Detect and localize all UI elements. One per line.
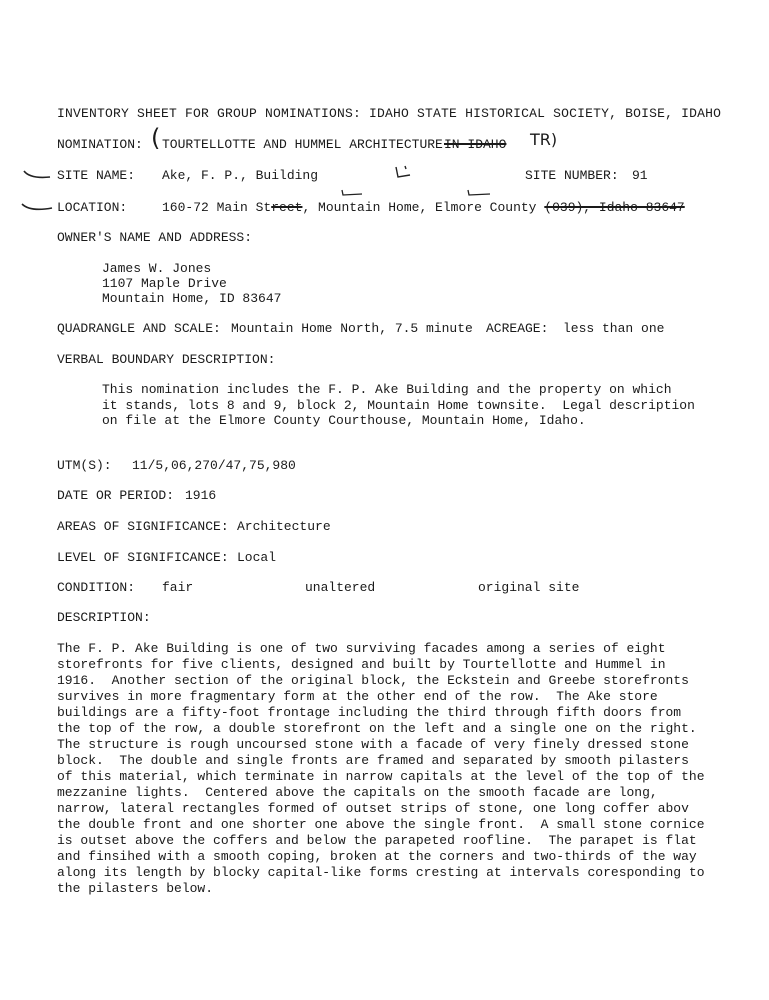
sheet-title: INVENTORY SHEET FOR GROUP NOMINATIONS: IDAHO STATE HISTORICAL SOCIETY, BOISE, IDAHO xyxy=(57,106,722,121)
location-struck-street: reet xyxy=(271,200,303,215)
level-value: Local xyxy=(237,550,277,565)
quadrangle-value: Mountain Home North, 7.5 minute xyxy=(231,321,473,336)
site-number-value: 91 xyxy=(632,168,648,183)
nomination-handwritten-note: TR) xyxy=(530,130,558,149)
location-street: 160-72 Main St xyxy=(162,200,272,215)
acreage-label: ACREAGE: xyxy=(486,321,549,336)
description-line: the top of the row, a double storefront on the left and a single one on the right. xyxy=(57,721,697,736)
description-line: block. The double and single fronts are framed and separated by smooth pilasters xyxy=(57,753,689,768)
nomination-struck-text: IN IDAHO xyxy=(444,137,507,152)
description-line: survives in more fragmentary form at the other end of the row. The Ake store xyxy=(57,689,658,704)
boundary-line: This nomination includes the F. P. Ake Building and the property on which xyxy=(102,382,672,397)
nomination-open-paren: ( xyxy=(151,124,161,152)
description-line: along its length by blocky capital-like forms cresting at intervals coresponding to xyxy=(57,865,705,880)
quadrangle-label: QUADRANGLE AND SCALE: xyxy=(57,321,221,336)
acreage-value: less than one xyxy=(563,321,665,336)
location-struck-tail: (039), Idaho 83647 xyxy=(544,200,685,215)
boundary-line: it stands, lots 8 and 9, block 2, Mountain Home townsite. Legal description xyxy=(102,398,695,413)
nomination-label: NOMINATION: xyxy=(57,137,143,152)
description-line: is outset above the coffers and below the parapeted roofline. The parapet is flat xyxy=(57,833,697,848)
site-name-value: Ake, F. P., Building xyxy=(162,168,319,183)
description-line: the pilasters below. xyxy=(57,881,214,896)
description-line: the double front and one shorter one above the single front. A small stone cornice xyxy=(57,817,705,832)
condition-value: original site xyxy=(478,580,580,595)
description-body xyxy=(57,641,705,897)
description-line: of this material, which terminate in narrow capitals at the level of the top of the xyxy=(57,769,705,784)
location-value xyxy=(162,200,685,216)
description-line: narrow, lateral rectangles formed of outset strips of stone, one long coffer abov xyxy=(57,801,689,816)
utm-label: UTM(S): xyxy=(57,458,112,473)
site-name-label: SITE NAME: xyxy=(57,168,136,183)
handwritten-tick-icon xyxy=(466,188,492,198)
condition-value: fair xyxy=(162,580,194,595)
description-line: The F. P. Ake Building is one of two surviving facades among a series of eight xyxy=(57,641,666,656)
boundary-line: on file at the Elmore County Courthouse, Mountain Home, Idaho. xyxy=(102,413,586,428)
handwritten-tick-icon xyxy=(340,188,364,198)
date-value: 1916 xyxy=(185,488,217,503)
owner-name: James W. Jones xyxy=(102,261,212,276)
check-mark-icon xyxy=(394,163,414,181)
areas-label: AREAS OF SIGNIFICANCE: xyxy=(57,519,229,534)
nomination-value: TOURTELLOTTE AND HUMMEL ARCHITECTURE xyxy=(162,137,443,152)
owner-street: 1107 Maple Drive xyxy=(102,276,227,291)
description-line: storefronts for five clients, designed and built by Tourtellotte and Hummel in xyxy=(57,657,666,672)
owner-city: Mountain Home, ID 83647 xyxy=(102,291,282,306)
description-line: buildings are a fifty-foot frontage including the third through fifth doors from xyxy=(57,705,682,720)
description-label: DESCRIPTION: xyxy=(57,610,151,625)
areas-value: Architecture xyxy=(237,519,331,534)
utm-value: 11/5,06,270/47,75,980 xyxy=(132,458,296,473)
condition-label: CONDITION: xyxy=(57,580,136,595)
check-mark-icon xyxy=(20,200,54,214)
site-number-label: SITE NUMBER: xyxy=(525,168,619,183)
condition-value: unaltered xyxy=(305,580,376,595)
location-city-county: , Mountain Home, Elmore County xyxy=(302,200,537,215)
description-line: The structure is rough uncoursed stone with a facade of very finely dressed stone xyxy=(57,737,689,752)
check-mark-icon xyxy=(22,168,52,182)
owner-label: OWNER'S NAME AND ADDRESS: xyxy=(57,230,253,245)
level-label: LEVEL OF SIGNIFICANCE: xyxy=(57,550,229,565)
description-line: and finsihed with a smooth coping, broken at the corners and two-thirds of the way xyxy=(57,849,697,864)
boundary-label: VERBAL BOUNDARY DESCRIPTION: xyxy=(57,352,276,367)
date-label: DATE OR PERIOD: xyxy=(57,488,175,503)
description-line: 1916. Another section of the original block, the Eckstein and Greebe storefronts xyxy=(57,673,689,688)
description-line: mezzanine lights. Centered above the capitals on the smooth facade are long, xyxy=(57,785,658,800)
location-label: LOCATION: xyxy=(57,200,128,215)
